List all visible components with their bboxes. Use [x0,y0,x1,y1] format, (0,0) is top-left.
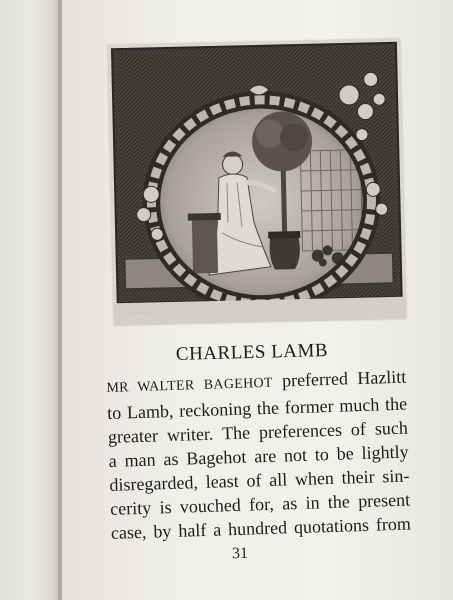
body-text [106,365,411,545]
author-name-last: BAGEHOT [203,375,273,393]
text-line: a man as Bagehot are not to be lightly [108,441,409,471]
chapter-heading: CHARLES LAMB [175,340,329,365]
line1-rest: preferred Hazlitt [281,366,407,391]
previous-page-edge [0,0,62,600]
text-line: disregarded, least of all when their sin- [109,465,410,495]
text-line: case, by half a hundred quotations from [110,513,412,543]
engraving-plate [108,39,406,326]
engraving-plate-icon [108,39,406,326]
text-line: to Lamb, reckoning the former much the [106,393,408,423]
book-page [62,0,453,600]
svg-text:· · · · · ·: · · · · · · [349,288,366,294]
author-name-first: MR WALTER [106,378,195,396]
text-line: cerity is vouched for, as in the present [109,489,411,519]
svg-text:· · · · · · · ·: · · · · · · · · [127,311,151,317]
page-number: 31 [231,544,249,563]
text-line: greater writer. The preferences of such [107,417,409,447]
